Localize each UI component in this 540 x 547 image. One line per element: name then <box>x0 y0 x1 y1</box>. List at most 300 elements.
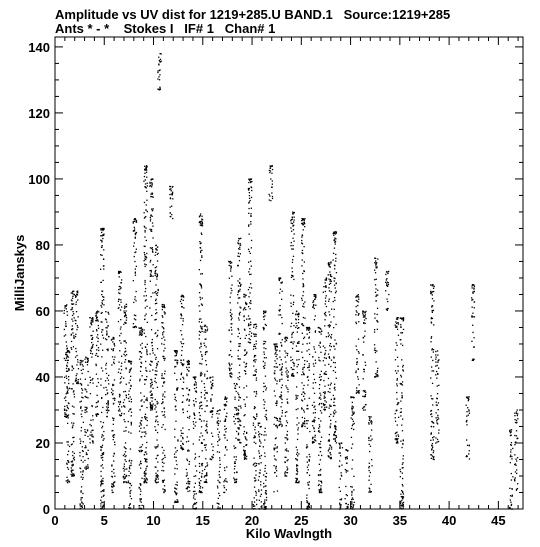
data-point <box>124 421 125 422</box>
data-point <box>196 387 197 388</box>
data-point <box>243 399 244 400</box>
data-point <box>217 487 218 488</box>
data-point <box>269 170 270 171</box>
data-point <box>176 353 177 354</box>
data-point <box>264 452 265 453</box>
data-point <box>250 178 251 179</box>
data-point <box>254 334 255 335</box>
data-point <box>210 381 211 382</box>
data-point <box>286 373 287 374</box>
data-point <box>255 427 256 428</box>
data-point <box>177 499 178 500</box>
data-point <box>296 482 297 483</box>
data-point <box>326 401 327 402</box>
data-point <box>103 268 104 269</box>
data-point <box>246 352 247 353</box>
data-point <box>180 435 181 436</box>
data-point <box>403 318 404 319</box>
data-point <box>102 453 103 454</box>
data-point <box>298 316 299 317</box>
data-point <box>66 386 67 387</box>
data-point <box>363 337 364 338</box>
data-point <box>153 264 154 265</box>
data-point <box>129 382 130 383</box>
data-point <box>180 330 181 331</box>
data-point <box>277 446 278 447</box>
data-point <box>396 410 397 411</box>
data-point <box>248 318 249 319</box>
data-point <box>72 427 73 428</box>
data-point <box>72 293 73 294</box>
data-point <box>313 412 314 413</box>
data-point <box>302 369 303 370</box>
data-point <box>119 304 120 305</box>
data-point <box>155 303 156 304</box>
data-point <box>212 411 213 412</box>
data-point <box>266 494 267 495</box>
data-point <box>90 335 91 336</box>
data-point <box>150 406 151 407</box>
data-point <box>237 377 238 378</box>
data-point <box>471 297 472 298</box>
data-point <box>108 410 109 411</box>
data-point <box>263 483 264 484</box>
data-point <box>325 315 326 316</box>
data-point <box>100 484 101 485</box>
data-point <box>157 476 158 477</box>
data-point <box>432 456 433 457</box>
data-point <box>293 249 294 250</box>
data-point <box>297 429 298 430</box>
data-point <box>356 362 357 363</box>
data-point <box>246 439 247 440</box>
data-point <box>432 370 433 371</box>
data-point <box>402 430 403 431</box>
data-point <box>293 279 294 280</box>
data-point <box>85 447 86 448</box>
data-point <box>511 473 512 474</box>
data-point <box>397 357 398 358</box>
data-point <box>119 404 120 405</box>
data-point <box>93 331 94 332</box>
data-point <box>84 429 85 430</box>
data-point <box>352 411 353 412</box>
data-point <box>144 315 145 316</box>
data-point <box>92 415 93 416</box>
data-point <box>157 455 158 456</box>
data-point <box>106 339 107 340</box>
data-point <box>86 357 87 358</box>
data-point <box>134 219 135 220</box>
data-point <box>163 350 164 351</box>
data-point <box>204 475 205 476</box>
data-point <box>193 497 194 498</box>
data-point <box>303 270 304 271</box>
data-point <box>201 250 202 251</box>
data-point <box>333 235 334 236</box>
data-point <box>145 475 146 476</box>
data-point <box>396 435 397 436</box>
data-point <box>329 284 330 285</box>
data-point <box>151 397 152 398</box>
data-point <box>255 328 256 329</box>
data-point <box>341 443 342 444</box>
data-point <box>436 417 437 418</box>
data-point <box>255 418 256 419</box>
data-point <box>92 318 93 319</box>
data-point <box>293 343 294 344</box>
data-point <box>403 507 404 508</box>
data-point <box>142 432 143 433</box>
data-point <box>68 462 69 463</box>
data-point <box>145 266 146 267</box>
data-point <box>199 347 200 348</box>
data-point <box>193 504 194 505</box>
data-point <box>245 371 246 372</box>
data-point <box>350 486 351 487</box>
data-point <box>314 406 315 407</box>
data-point <box>201 463 202 464</box>
data-point <box>125 355 126 356</box>
data-point <box>303 374 304 375</box>
data-point <box>293 256 294 257</box>
data-point <box>131 412 132 413</box>
data-point <box>237 413 238 414</box>
data-point <box>145 336 146 337</box>
data-point <box>265 480 266 481</box>
data-point <box>81 460 82 461</box>
data-point <box>388 284 389 285</box>
data-point <box>346 463 347 464</box>
data-point <box>202 221 203 222</box>
data-point <box>186 483 187 484</box>
data-point <box>200 405 201 406</box>
data-point <box>328 336 329 337</box>
data-point <box>264 439 265 440</box>
data-point <box>298 422 299 423</box>
data-point <box>297 395 298 396</box>
data-point <box>437 365 438 366</box>
data-point <box>281 374 282 375</box>
data-point <box>72 315 73 316</box>
data-point <box>313 374 314 375</box>
data-point <box>302 259 303 260</box>
data-point <box>141 327 142 328</box>
data-point <box>375 296 376 297</box>
data-point <box>435 354 436 355</box>
data-point <box>231 318 232 319</box>
data-point <box>76 378 77 379</box>
data-point <box>436 357 437 358</box>
data-point <box>72 298 73 299</box>
data-point <box>81 506 82 507</box>
y-tick-label: 0 <box>42 502 50 517</box>
data-point <box>189 399 190 400</box>
data-point <box>333 327 334 328</box>
data-point <box>96 330 97 331</box>
data-point <box>237 421 238 422</box>
data-point <box>73 383 74 384</box>
data-point <box>259 458 260 459</box>
data-point <box>90 434 91 435</box>
data-point <box>130 448 131 449</box>
data-point <box>216 413 217 414</box>
data-point <box>84 460 85 461</box>
data-point <box>120 415 121 416</box>
data-point <box>77 294 78 295</box>
data-point <box>130 396 131 397</box>
data-point <box>474 301 475 302</box>
data-point <box>309 332 310 333</box>
data-point <box>432 360 433 361</box>
data-point <box>145 216 146 217</box>
data-point <box>141 420 142 421</box>
data-point <box>396 438 397 439</box>
data-point <box>376 262 377 263</box>
data-point <box>396 442 397 443</box>
data-point <box>235 418 236 419</box>
data-point <box>89 326 90 327</box>
data-point <box>514 415 515 416</box>
data-point <box>330 384 331 385</box>
data-point <box>78 379 79 380</box>
data-point <box>402 467 403 468</box>
data-point <box>433 370 434 371</box>
data-point <box>82 360 83 361</box>
data-point <box>199 436 200 437</box>
data-point <box>255 491 256 492</box>
data-point <box>224 492 225 493</box>
data-point <box>81 370 82 371</box>
data-point <box>210 458 211 459</box>
data-point <box>119 409 120 410</box>
data-point <box>112 394 113 395</box>
data-point <box>328 385 329 386</box>
data-point <box>243 454 244 455</box>
data-point <box>136 249 137 250</box>
data-point <box>396 398 397 399</box>
data-point <box>135 268 136 269</box>
data-point <box>123 431 124 432</box>
data-point <box>92 383 93 384</box>
data-point <box>145 288 146 289</box>
data-point <box>285 352 286 353</box>
data-point <box>145 461 146 462</box>
data-point <box>120 343 121 344</box>
data-point <box>511 479 512 480</box>
data-point <box>246 397 247 398</box>
data-point <box>157 254 158 255</box>
data-point <box>330 261 331 262</box>
data-point <box>294 217 295 218</box>
data-point <box>187 369 188 370</box>
data-point <box>309 504 310 505</box>
data-point <box>157 274 158 275</box>
data-point <box>276 349 277 350</box>
data-point <box>155 275 156 276</box>
data-point <box>312 421 313 422</box>
data-point <box>146 257 147 258</box>
data-point <box>202 356 203 357</box>
data-point <box>152 369 153 370</box>
data-point <box>146 399 147 400</box>
data-point <box>275 468 276 469</box>
data-point <box>139 359 140 360</box>
data-point <box>98 382 99 383</box>
data-point <box>125 348 126 349</box>
data-point <box>328 378 329 379</box>
data-point <box>510 456 511 457</box>
data-point <box>71 472 72 473</box>
data-point <box>200 480 201 481</box>
data-point <box>330 420 331 421</box>
data-point <box>164 480 165 481</box>
data-point <box>152 292 153 293</box>
data-point <box>160 53 161 54</box>
data-point <box>106 349 107 350</box>
data-point <box>186 488 187 489</box>
data-point <box>256 371 257 372</box>
data-point <box>304 393 305 394</box>
data-point <box>246 319 247 320</box>
data-point <box>114 453 115 454</box>
data-point <box>260 470 261 471</box>
data-point <box>319 377 320 378</box>
data-point <box>286 420 287 421</box>
data-point <box>81 384 82 385</box>
data-point <box>156 476 157 477</box>
data-point <box>231 319 232 320</box>
data-point <box>234 466 235 467</box>
data-point <box>514 419 515 420</box>
data-point <box>264 404 265 405</box>
data-point <box>135 315 136 316</box>
data-point <box>195 422 196 423</box>
data-point <box>312 437 313 438</box>
data-point <box>274 390 275 391</box>
data-point <box>432 443 433 444</box>
data-point <box>309 459 310 460</box>
data-point <box>238 429 239 430</box>
data-point <box>129 467 130 468</box>
data-point <box>201 234 202 235</box>
data-point <box>72 470 73 471</box>
data-point <box>206 346 207 347</box>
data-point <box>396 439 397 440</box>
data-point <box>189 389 190 390</box>
data-point <box>265 389 266 390</box>
data-point <box>73 391 74 392</box>
data-point <box>144 384 145 385</box>
data-point <box>78 316 79 317</box>
data-point <box>302 295 303 296</box>
data-point <box>142 444 143 445</box>
data-point <box>315 297 316 298</box>
data-point <box>245 436 246 437</box>
data-point <box>354 423 355 424</box>
data-point <box>263 329 264 330</box>
data-point <box>66 365 67 366</box>
data-point <box>113 350 114 351</box>
data-point <box>141 399 142 400</box>
data-point <box>124 466 125 467</box>
data-point <box>130 388 131 389</box>
data-point <box>188 441 189 442</box>
data-point <box>355 314 356 315</box>
data-point <box>314 379 315 380</box>
data-point <box>377 370 378 371</box>
data-point <box>201 442 202 443</box>
data-point <box>134 261 135 262</box>
data-point <box>194 491 195 492</box>
data-point <box>313 382 314 383</box>
data-point <box>98 320 99 321</box>
chart-title: Amplitude vs UV dist for 1219+285.U BAND.1 Source:1219+285 <box>55 7 451 22</box>
data-point <box>293 304 294 305</box>
data-point <box>113 348 114 349</box>
data-point <box>155 309 156 310</box>
data-point <box>306 500 307 501</box>
data-point <box>328 391 329 392</box>
data-point <box>105 327 106 328</box>
data-point <box>254 478 255 479</box>
data-point <box>230 373 231 374</box>
data-point <box>107 402 108 403</box>
data-point <box>76 301 77 302</box>
data-point <box>286 425 287 426</box>
data-point <box>510 444 511 445</box>
data-point <box>256 341 257 342</box>
data-point <box>364 390 365 391</box>
data-point <box>162 401 163 402</box>
data-point <box>183 378 184 379</box>
data-point <box>375 260 376 261</box>
data-point <box>279 305 280 306</box>
data-point <box>345 458 346 459</box>
data-point <box>151 186 152 187</box>
data-point <box>83 422 84 423</box>
data-point <box>438 385 439 386</box>
data-point <box>130 385 131 386</box>
data-point <box>67 464 68 465</box>
data-point <box>374 376 375 377</box>
data-point <box>275 346 276 347</box>
data-point <box>158 289 159 290</box>
data-point <box>156 266 157 267</box>
data-point <box>281 426 282 427</box>
data-point <box>430 284 431 285</box>
data-point <box>245 366 246 367</box>
data-point <box>400 441 401 442</box>
data-point <box>279 364 280 365</box>
data-point <box>171 214 172 215</box>
data-point <box>211 456 212 457</box>
data-point <box>246 335 247 336</box>
data-point <box>202 331 203 332</box>
data-point <box>233 445 234 446</box>
data-point <box>164 455 165 456</box>
data-point <box>370 421 371 422</box>
data-point <box>286 448 287 449</box>
data-point <box>152 397 153 398</box>
data-point <box>87 466 88 467</box>
data-point <box>263 343 264 344</box>
data-point <box>333 434 334 435</box>
data-point <box>126 397 127 398</box>
data-point <box>315 409 316 410</box>
data-point <box>340 491 341 492</box>
data-point <box>276 447 277 448</box>
